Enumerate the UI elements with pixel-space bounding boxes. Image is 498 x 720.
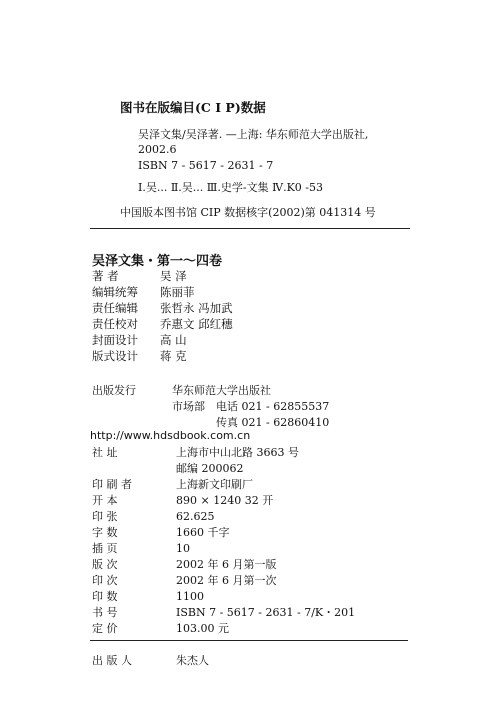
cip-library-record: 中国版本图书馆 CIP 数据核字(2002)第 041314 号	[120, 206, 376, 219]
detail-value: 103.00 元	[176, 622, 229, 635]
credit-value: 张哲永 冯加武	[160, 301, 233, 315]
detail-label: 印 张	[92, 510, 118, 523]
detail-row	[92, 604, 355, 620]
credit-row	[92, 268, 187, 284]
cip-line-1: 吴泽文集/吴泽著. —上海: 华东师范大学出版社,	[138, 128, 369, 141]
publisher-url[interactable]: http://www.hdsdbook.com.cn	[90, 429, 251, 442]
detail-label: 印 次	[92, 574, 118, 587]
detail-value: 10	[176, 542, 190, 555]
cip-isbn: ISBN 7 - 5617 - 2631 - 7	[138, 159, 274, 172]
publisher-name: 华东师范大学出版社	[172, 384, 271, 397]
detail-value: 1660 千字	[176, 526, 230, 539]
detail-label: 插 页	[92, 542, 118, 555]
credit-row	[92, 284, 195, 300]
detail-row	[92, 620, 229, 636]
cip-line-2: 2002.6	[138, 143, 177, 156]
detail-label: 版 次	[92, 558, 118, 571]
credit-label: 责任校对	[92, 317, 138, 331]
detail-value: 1100	[176, 590, 204, 603]
credit-row	[92, 316, 233, 332]
detail-value: 2002 年 6 月第一次	[176, 574, 277, 587]
publisher-label: 出版发行	[92, 384, 136, 397]
detail-label: 定 价	[92, 622, 118, 635]
detail-row	[92, 540, 190, 556]
credit-label: 著 者	[92, 269, 119, 283]
publisher-phone: 电话 021 - 62855537	[216, 400, 330, 413]
detail-label: 印 数	[92, 590, 118, 603]
cip-divider	[90, 228, 410, 229]
credit-label: 编辑统筹	[92, 285, 138, 299]
credit-value: 吴 泽	[160, 269, 187, 283]
credit-row	[92, 332, 187, 348]
detail-label: 开 本	[92, 494, 118, 507]
detail-value: ISBN 7 - 5617 - 2631 - 7/K・201	[176, 606, 356, 619]
credit-label: 封面设计	[92, 333, 138, 347]
detail-value: 62.625	[176, 510, 215, 523]
detail-row	[92, 524, 230, 540]
detail-value: 上海新文印刷厂	[176, 478, 253, 491]
credit-row	[92, 300, 233, 316]
credit-label: 版式设计	[92, 349, 138, 363]
detail-row	[92, 492, 273, 508]
detail-row	[92, 476, 253, 492]
credit-value: 乔惠文 邱红穗	[160, 317, 233, 331]
detail-value: 2002 年 6 月第一版	[176, 558, 277, 571]
details-divider	[90, 640, 408, 641]
detail-label: 书 号	[92, 606, 118, 619]
credit-label: 责任编辑	[92, 301, 138, 315]
credit-value: 陈丽菲	[160, 285, 195, 299]
detail-row	[92, 460, 244, 476]
credit-value: 高 山	[160, 333, 187, 347]
credit-value: 蒋 克	[160, 349, 187, 363]
detail-row	[92, 572, 276, 588]
detail-label: 社 址	[92, 446, 118, 459]
detail-label: 印 刷 者	[92, 478, 132, 491]
detail-value: 上海市中山北路 3663 号	[176, 446, 299, 459]
cip-classification: Ⅰ.吴... Ⅱ.吴... Ⅲ.史学-文集 Ⅳ.K0 -53	[138, 181, 324, 194]
detail-row	[92, 556, 276, 572]
detail-row	[92, 508, 215, 524]
detail-row	[92, 444, 299, 460]
publisher-person-value: 朱杰人	[176, 654, 209, 667]
publisher-fax: 传真 021 - 62860410	[216, 416, 330, 429]
publisher-person-label: 出 版 人	[92, 654, 132, 667]
detail-label: 字 数	[92, 526, 118, 539]
publisher-dept: 市场部	[172, 400, 205, 413]
publisher-person-row	[92, 652, 209, 668]
book-title: 吴泽文集・第一～四卷	[92, 254, 223, 269]
detail-row	[92, 588, 204, 604]
detail-value: 邮编 200062	[176, 462, 244, 475]
detail-value: 890 × 1240 32 开	[176, 494, 274, 507]
credit-row	[92, 348, 187, 364]
cip-heading: 图书在版编目(C I P)数据	[120, 100, 266, 115]
